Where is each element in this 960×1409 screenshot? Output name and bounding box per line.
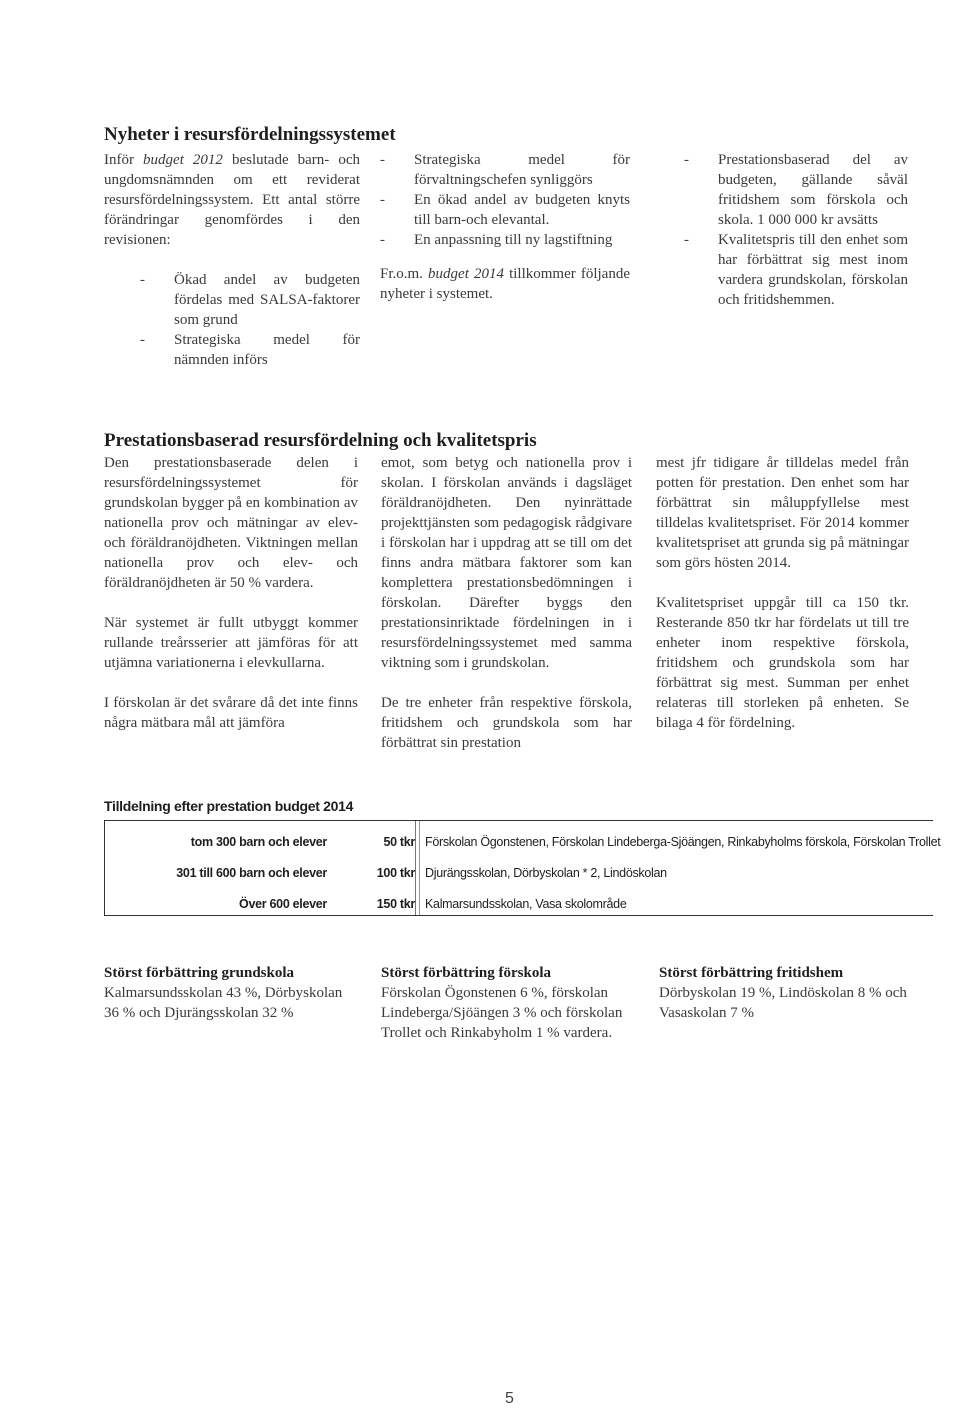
paragraph: Kvalitetspriset uppgår till ca 150 tkr. Resterande 850 tkr har fördelats ut till tre enheter inom respektive förskola, fritidshem och grundskola som har förbättrat sig mest. Summan per enhet relateras till storleken på enheten. Se bilaga 4 för fördelning. xyxy=(656,595,909,731)
paragraph: emot, som betyg och nationella prov i skolan. I förskolan används i dagsläget föräldranöjdheten. Den nyinrättade projekttjänsten som pedagogisk rådgivare i förskolan har i uppdrag att se till om det finns andra mätbara faktorer som kan komplettera prestationsbedömningen i förskolan. Därefter byggs den prestationsinriktade fördelningen in i resursfördelningssystemet med samma viktning som i grundskolan. xyxy=(381,455,632,671)
list-item: - Strategiska medel för förvaltningschefen synliggörs xyxy=(380,150,630,190)
amount: 50 tkr xyxy=(383,835,415,849)
amount: 100 tkr xyxy=(376,866,415,880)
list-item: - Ökad andel av budgeten fördelas med SALSA-faktorer som grund xyxy=(140,270,360,330)
size-label: tom 300 barn och elever xyxy=(190,835,327,849)
list-item: - En anpassning till ny lagstiftning xyxy=(380,230,630,250)
section-heading-performance: Prestationsbaserad resursfördelning och kvalitetspris xyxy=(104,430,537,451)
right-column xyxy=(684,150,908,310)
paragraph: De tre enheter från respektive förskola, fritidshem och grundskola som har förbättrat sin prestation xyxy=(381,695,632,751)
size-label: 301 till 600 barn och elever xyxy=(176,866,327,880)
list-item: - En ökad andel av budgeten knyts till barn-och elevantal. xyxy=(380,190,630,230)
intro-paragraph: Inför budget 2012 beslutade barn- och ungdomsnämnden om ett reviderat resursfördelningssystem. Ett antal större förändringar genomfördes i den revisionen: xyxy=(104,152,360,248)
improvement-text: Förskolan Ögonstenen 6 %, förskolan Lindeberga/Sjöängen 3 % och förskolan Trollet och Rinkabyholm 1 % vardera. xyxy=(381,985,623,1041)
amount: 150 tkr xyxy=(376,897,415,911)
table-row xyxy=(105,832,941,852)
improvement-heading: Störst förbättring förskola xyxy=(381,965,551,981)
paragraph: I förskolan är det svårare då det inte finns några mätbara mål att jämföra xyxy=(104,695,358,731)
improvement-text: Dörbyskolan 19 %, Lindöskolan 8 % och Vasaskolan 7 % xyxy=(659,985,907,1021)
bullet-list-a xyxy=(104,270,360,370)
allocation-table xyxy=(104,820,941,916)
budget-2012-em: budget 2012 xyxy=(143,152,223,168)
middle-column xyxy=(380,150,630,304)
page-number: 5 xyxy=(505,1390,514,1407)
intro-column xyxy=(104,150,360,370)
performance-column-2 xyxy=(381,453,632,753)
improvement-heading: Störst förbättring fritidshem xyxy=(659,965,844,981)
paragraph: När systemet är fullt utbyggt kommer rullande treårsserier att jämföras för att utjämna variationerna i elevkullarna. xyxy=(104,615,358,671)
bullet-list-b xyxy=(380,150,630,250)
performance-column-3 xyxy=(656,453,909,733)
paragraph: mest jfr tidigare år tilldelas medel från potten för prestation. Den enhet som har förbättrat sin måluppfyllelse mest tilldelas kvalitetspriset. För 2014 kommer kvalitetspriset att grunda sig på mätningar som görs hösten 2014. xyxy=(656,455,909,571)
improvement-grundskola xyxy=(104,963,360,1023)
schools: Djurängsskolan, Dörbyskolan * 2, Lindöskolan xyxy=(425,866,667,880)
list-item: - Prestationsbaserad del av budgeten, gällande såväl fritidshem som förskola och skola. 1 000 000 kr avsätts xyxy=(684,150,908,230)
bullet-list-c xyxy=(684,150,908,310)
section-heading-news: Nyheter i resursfördelningssystemet xyxy=(104,124,396,145)
improvement-text: Kalmarsundsskolan 43 %, Dörbyskolan 36 % och Djurängsskolan 32 % xyxy=(104,985,343,1021)
budget-2014-em: budget 2014 xyxy=(428,266,504,282)
schools: Kalmarsundsskolan, Vasa skolområde xyxy=(425,897,627,911)
table-row xyxy=(105,863,933,883)
table-row xyxy=(105,894,933,914)
improvement-fritidshem xyxy=(659,963,915,1023)
improvement-heading: Störst förbättring grundskola xyxy=(104,965,295,981)
allocation-title: Tilldelning efter prestation budget 2014 xyxy=(104,798,354,814)
improvement-forskola xyxy=(381,963,637,1043)
performance-column-1 xyxy=(104,453,358,733)
paragraph: Den prestationsbaserade delen i resursfördelningssystemet för grundskolan bygger på en kombination av nationella prov och mätningar av elev- och föräldranöjdheten. Viktningen mellan nationella prov och elev- och föräldranöjdheten är 50 % vardera. xyxy=(104,455,358,591)
list-item: - Kvalitetspris till den enhet som har förbättrat sig mest inom vardera grundskolan, förskolan och fritidshemmen. xyxy=(684,230,908,310)
note-2014: Fr.o.m. budget 2014 tillkommer följande nyheter i systemet. xyxy=(380,266,630,302)
size-label: Över 600 elever xyxy=(239,897,327,911)
schools: Förskolan Ögonstenen, Förskolan Lindeberga-Sjöängen, Rinkabyholms förskola, Förskolan Trollet xyxy=(425,835,941,849)
list-item: - Strategiska medel för nämnden införs xyxy=(140,330,360,370)
